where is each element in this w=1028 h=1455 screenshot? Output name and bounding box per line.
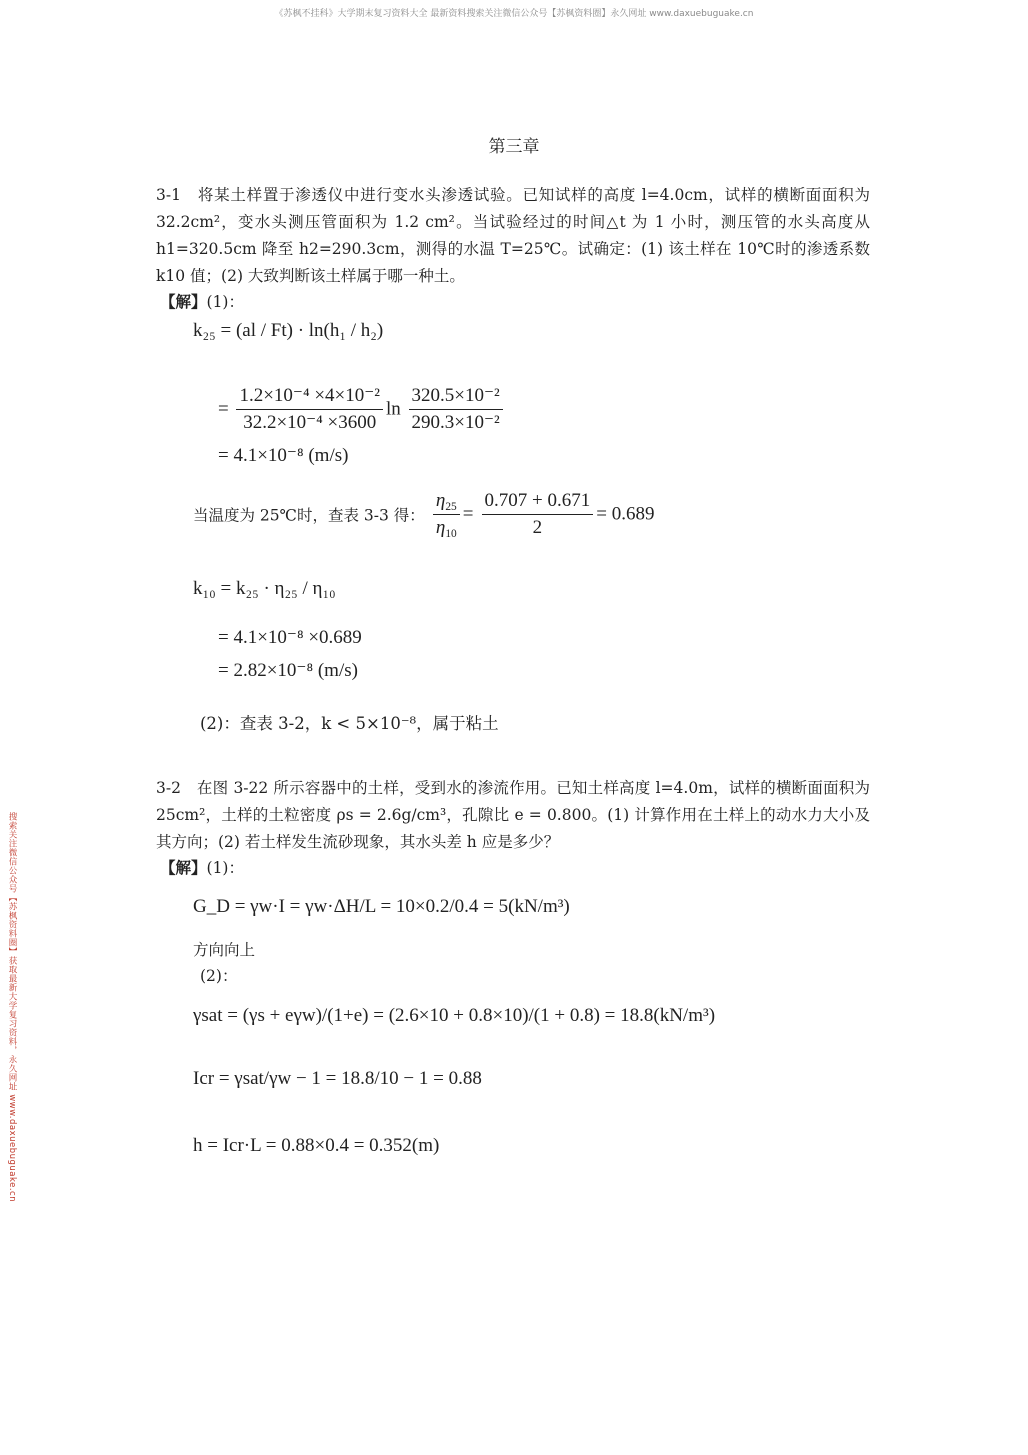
k10-step: = 4.1×10⁻⁸ ×0.689 <box>218 627 362 648</box>
side-watermark: 搜索关注微信公众号【苏枫资料圈】获取最新大学复习资料，永久网址 www.daxuebuguake.cn <box>7 812 17 1203</box>
part2-conclusion: (2)：查表 3-2，k < 5×10⁻⁸，属于粘土 <box>200 714 499 733</box>
gsat-formula: γsat = (γs + eγw)/(1+e) = (2.6×10 + 0.8×10)/(1 + 0.8) = 18.8(kN/m³) <box>193 1005 716 1026</box>
direction-text: 方向向上 <box>193 941 256 959</box>
k10-result: = 2.82×10⁻⁸ (m/s) <box>218 660 358 681</box>
k25-den1: 32.2×10⁻⁴ ×3600 <box>243 412 377 433</box>
problem-3-1-text: 3-1 将某土样置于渗透仪中进行变水头渗透试验。已知试样的高度 l=4.0cm，试样的横断面面积为 32.2cm²，变水头测压管面积为 1.2 cm²。当试验经过的时间△t 为 1 小时，测压管的水头高度从 h1=320.5cm 降至 h2=290.3cm，测得的水温 T=25℃。试确定：(1) 该土样在 10℃时的渗透系数 k10 值；(2) 大致判断该土样属于哪一种土。 <box>156 186 870 285</box>
k25-den2: 290.3×10⁻² <box>411 412 500 433</box>
h-formula: h = Icr·L = 0.88×0.4 = 0.352(m) <box>193 1135 440 1156</box>
eta-num: 0.707 + 0.671 <box>482 488 594 515</box>
k25-substitution: = $\frac{\text{1.2×10⁻⁴ ×4×10⁻²}}{\text{32.2×10⁻⁴ ×3600}}$ ln $\frac{\text{320.5×10⁻²}}{\text{290.3×10⁻²}}$ <box>218 383 506 436</box>
k25-formula <box>193 320 383 342</box>
solution-label-3-2: 【解】(1)： <box>160 858 244 877</box>
eta-den: 2 <box>532 517 543 538</box>
k25-result: = 4.1×10⁻⁸ (m/s) <box>218 445 349 466</box>
k25-formula-text: k₂₅ = (al / Ft) · ln(h₁ / h₂) <box>193 320 384 341</box>
temp-text: 当温度为 25℃时，查表 3-3 得： <box>193 506 425 525</box>
k25-num2: 320.5×10⁻² <box>409 383 503 410</box>
viscosity-ratio: 当温度为 25℃时，查表 3-3 得： $\frac{\eta_{25}}{\eta_{10}}$ = $\frac{0.707 + 0.671}{2}$ = 0.689 <box>193 490 655 540</box>
part2-label-3-2: (2)： <box>200 967 238 985</box>
top-watermark: 《苏枫不挂科》大学期末复习资料大全 最新资料搜索关注微信公众号【苏枫资料圈】永久网址 www.daxuebuguake.cn <box>274 9 754 19</box>
chapter-title: 第三章 <box>488 137 540 157</box>
problem-3-2-text: 3-2 在图 3-22 所示容器中的土样，受到水的渗流作用。已知土样高度 l=4.0m，试样的横断面面积为 25cm²，土样的土粒密度 ρs = 2.6g/cm³，孔隙比 e = 0.800。(1) 计算作用在土样上的动水力大小及其方向；(2) 若土样发生流砂现象，其水头差 h 应是多少？ <box>156 779 870 851</box>
k25-num1: 1.2×10⁻⁴ ×4×10⁻² <box>236 383 383 410</box>
k10-formula: k₁₀ = k₂₅ · η₂₅ / η₁₀ <box>193 578 336 599</box>
icr-formula: Icr = γsat/γw − 1 = 18.8/10 − 1 = 0.88 <box>193 1068 482 1089</box>
gd-formula: G_D = γw·I = γw·ΔH/L = 10×0.2/0.4 = 5(kN/m³) <box>193 896 570 917</box>
solution-label-3-1: 【解】(1)： <box>160 292 244 311</box>
eta-result: = 0.689 <box>596 503 655 525</box>
